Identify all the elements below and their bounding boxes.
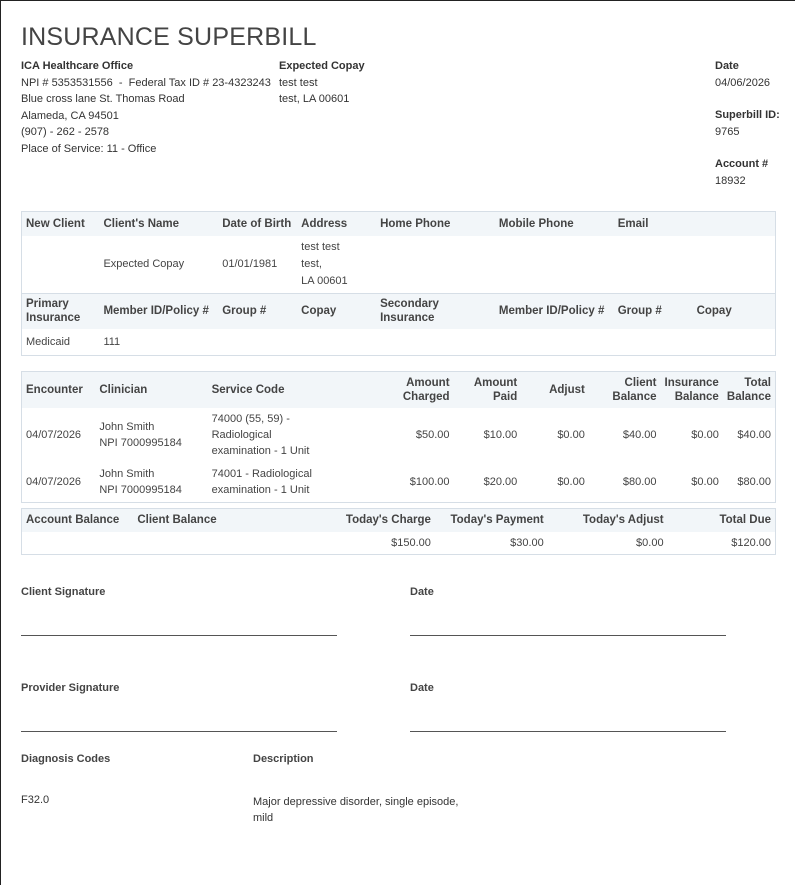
client-table <box>21 211 776 356</box>
address-line3: LA 00601 <box>301 274 348 287</box>
cell-adjust: $0.00 <box>557 475 585 488</box>
date-label: Date <box>715 60 739 72</box>
table-row <box>22 329 776 355</box>
superbill-id-label: Superbill ID: <box>715 109 780 122</box>
cell-amount-charged: $50.00 <box>415 428 450 441</box>
cell-home-phone <box>376 236 495 294</box>
col-todays-charge: Today's Charge <box>293 509 435 532</box>
cell-encounter-date: 04/07/2026 <box>26 428 82 441</box>
col-group-2: Group # <box>614 293 693 329</box>
col-client-name: Client's Name <box>99 212 218 236</box>
diagnosis-code: F32.0 <box>21 794 50 806</box>
col-todays-adjust: Today's Adjust <box>548 509 668 532</box>
provider-signature-line[interactable] <box>21 731 337 732</box>
address-line1: test test <box>301 240 340 253</box>
address-line2: test, <box>301 257 322 270</box>
client-signature-line[interactable] <box>21 635 337 636</box>
cell-member-id-2 <box>495 329 614 355</box>
client-date-label: Date <box>410 586 434 598</box>
provider-address-line1: Blue cross lane St. Thomas Road <box>21 93 185 106</box>
cell-adjust: $0.00 <box>557 428 585 441</box>
provider-date-line[interactable] <box>410 731 726 732</box>
cell-total-balance: $80.00 <box>737 475 771 488</box>
copay-block-line1: test test <box>279 76 318 89</box>
client-signature-label: Client Signature <box>21 586 106 598</box>
diagnosis-description-line1: Major depressive disorder, single episode, <box>253 796 459 808</box>
client-balance-l1: Client <box>624 376 657 389</box>
cell-account-balance <box>22 532 134 555</box>
clinician-name: John Smith <box>99 420 155 433</box>
amount-paid-l2: Paid <box>492 390 518 403</box>
cell-mobile-phone <box>495 236 614 294</box>
col-primary-insurance <box>22 293 100 329</box>
cell-service-code <box>208 408 343 462</box>
cell-todays-payment: $30.00 <box>510 536 544 549</box>
total-balance-l2: Balance <box>726 390 771 403</box>
col-new-client: New Client <box>22 212 100 236</box>
client-date-line[interactable] <box>410 635 726 636</box>
cell-encounter-date: 04/07/2026 <box>26 475 82 488</box>
bill-meta <box>715 58 780 190</box>
clinician-npi: NPI 7000995184 <box>99 483 182 496</box>
copay-block <box>279 58 365 108</box>
client-balance-l2: Balance <box>612 390 657 403</box>
table-row <box>22 408 776 462</box>
cell-insurance-balance: $0.00 <box>691 475 719 488</box>
col-member-id-1: Member ID/Policy # <box>99 293 218 329</box>
cell-clinician <box>95 408 207 462</box>
primary-insurance-l2: Insurance <box>26 312 81 325</box>
provider-info <box>21 58 271 158</box>
col-service-code: Service Code <box>208 372 343 408</box>
col-group-1: Group # <box>218 293 297 329</box>
service-line2: examination - 1 Unit <box>211 483 310 496</box>
col-todays-payment: Today's Payment <box>435 509 548 532</box>
cell-client-balance-summary <box>133 532 293 555</box>
col-home-phone: Home Phone <box>376 212 495 236</box>
cell-total-due: $120.00 <box>731 536 771 549</box>
cell-copay-2 <box>693 329 776 355</box>
col-total-balance <box>723 372 776 408</box>
provider-date-label: Date <box>410 682 434 694</box>
cell-client-balance: $80.00 <box>622 475 657 488</box>
col-encounter: Encounter <box>22 372 96 408</box>
cell-copay-1 <box>297 329 376 355</box>
amount-charged-l2: Charged <box>402 390 450 403</box>
primary-insurance-l1: Primary <box>26 298 69 311</box>
table-row <box>22 236 776 294</box>
balance-table <box>21 508 776 555</box>
provider-ids: NPI # 5353531556 - Federal Tax ID # 23-4323243 <box>21 76 271 89</box>
table-row <box>22 462 776 503</box>
insurance-balance-l2: Balance <box>674 390 719 403</box>
encounter-table <box>21 371 776 503</box>
provider-name: ICA Healthcare Office <box>21 60 134 72</box>
col-account-balance: Account Balance <box>22 509 134 532</box>
amount-charged-l1: Amount <box>406 376 450 389</box>
cell-member-id-1: 111 <box>103 335 121 348</box>
total-balance-l1: Total <box>744 376 771 389</box>
col-copay-1: Copay <box>297 293 376 329</box>
service-line1: 74001 - Radiological <box>211 467 312 480</box>
table-row <box>22 532 776 555</box>
cell-address <box>297 236 376 294</box>
col-total-due: Total Due <box>668 509 776 532</box>
cell-insurance-balance: $0.00 <box>691 428 719 441</box>
clinician-npi: NPI 7000995184 <box>99 436 182 449</box>
col-adjust: Adjust <box>521 372 589 408</box>
account-number-label: Account # <box>715 158 769 171</box>
cell-todays-charge: $150.00 <box>391 536 431 549</box>
col-amount-charged <box>342 372 453 408</box>
col-dob: Date of Birth <box>218 212 297 236</box>
service-line2: examination - 1 Unit <box>211 444 310 457</box>
col-amount-paid <box>454 372 522 408</box>
col-clinician: Clinician <box>95 372 207 408</box>
col-mobile-phone: Mobile Phone <box>495 212 614 236</box>
provider-phone: (907) - 262 - 2578 <box>21 126 110 139</box>
secondary-insurance-l2: Insurance <box>380 312 435 325</box>
cell-total-balance: $40.00 <box>737 428 771 441</box>
diagnosis-codes-label: Diagnosis Codes <box>21 753 111 765</box>
col-member-id-2: Member ID/Policy # <box>495 293 614 329</box>
copay-block-line2: test, LA 00601 <box>279 93 350 106</box>
cell-email <box>614 236 776 294</box>
cell-amount-paid: $10.00 <box>483 428 518 441</box>
cell-primary-insurance: Medicaid <box>26 335 71 348</box>
cell-new-client <box>22 236 100 294</box>
cell-group-2 <box>614 329 693 355</box>
account-number-value: 18932 <box>715 174 746 187</box>
secondary-insurance-l1: Secondary <box>380 298 439 311</box>
cell-secondary-insurance <box>376 329 495 355</box>
insurance-balance-l1: Insurance <box>664 376 719 389</box>
col-email: Email <box>614 212 776 236</box>
provider-address-line2: Alameda, CA 94501 <box>21 109 119 122</box>
superbill-id-value: 9765 <box>715 125 740 138</box>
cell-dob: 01/01/1981 <box>222 258 278 270</box>
cell-client-name: Expected Copay <box>103 258 185 270</box>
place-of-service: Place of Service: 11 - Office <box>21 142 157 155</box>
cell-group-1 <box>218 329 297 355</box>
diagnosis-description <box>253 794 458 826</box>
page-title: INSURANCE SUPERBILL <box>21 23 317 51</box>
amount-paid-l1: Amount <box>473 376 518 389</box>
cell-service-code <box>208 462 343 503</box>
col-client-balance-summary: Client Balance <box>133 509 293 532</box>
cell-clinician <box>95 462 207 503</box>
col-copay-2: Copay <box>693 293 776 329</box>
cell-todays-adjust: $0.00 <box>636 536 664 549</box>
col-address: Address <box>297 212 376 236</box>
date-value: 04/06/2026 <box>715 76 771 89</box>
provider-signature-label: Provider Signature <box>21 682 120 694</box>
col-insurance-balance <box>661 372 723 408</box>
col-secondary-insurance <box>376 293 495 329</box>
diagnosis-description-label: Description <box>253 753 314 765</box>
copay-block-label: Expected Copay <box>279 60 365 72</box>
cell-amount-charged: $100.00 <box>409 475 450 488</box>
clinician-name: John Smith <box>99 467 155 480</box>
cell-client-balance: $40.00 <box>622 428 657 441</box>
diagnosis-description-line2: mild <box>253 812 274 824</box>
service-line1: 74000 (55, 59) - Radiological <box>211 412 290 441</box>
col-client-balance <box>589 372 661 408</box>
cell-amount-paid: $20.00 <box>483 475 518 488</box>
